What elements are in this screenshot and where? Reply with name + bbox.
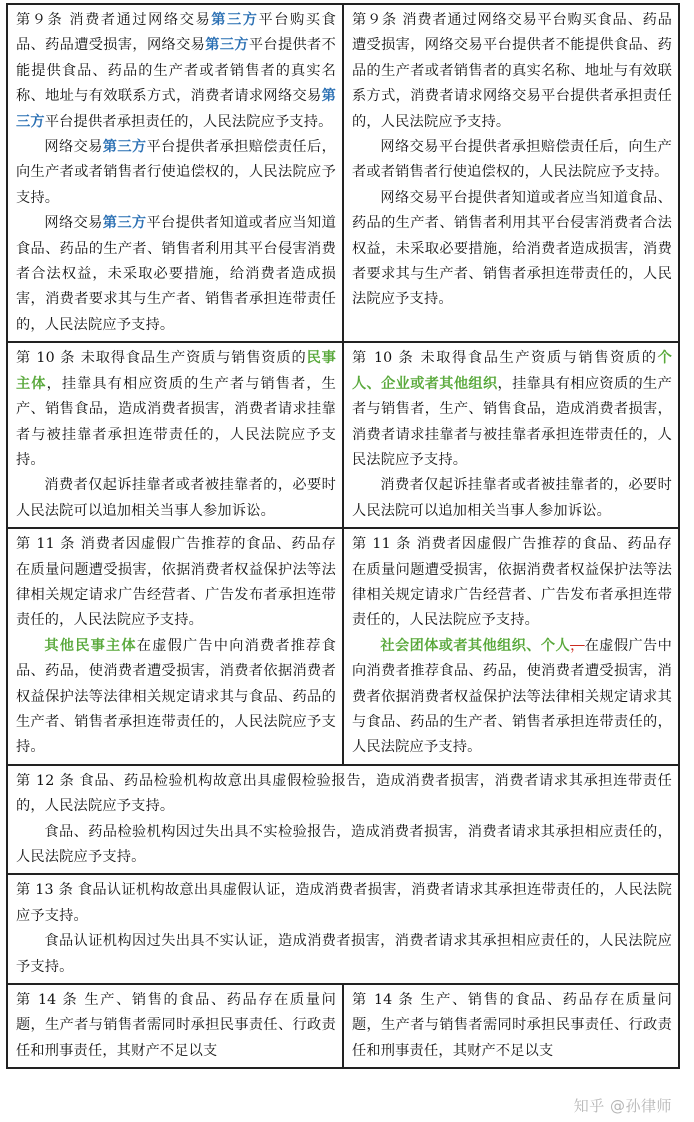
right-cell (343, 342, 679, 528)
article-paragraph (352, 532, 672, 634)
paragraph-text: 第 12 条 食品、药品检验机构故意出具虚假检验报告，造成消费者损害，消费者请求其承担连带责任的，人民法院应予支持。 (16, 772, 672, 815)
paragraph-text: ，挂靠具有相应资质的生产者与销售者，生产、销售食品，造成消费者损害，消费者请求挂靠者与被挂靠者承担连带责任的，人民法院应予支持。 (16, 375, 336, 468)
paragraph-text: 第 14 条 生产、销售的食品、药品存在质量问题，生产者与销售者需同时承担民事责任、行政责任和刑事责任，其财产不足以支 (352, 992, 672, 1059)
paragraph-text: 第 11 条 消费者因虚假广告推荐的食品、药品存在质量问题遭受损害，依据消费者权益保护法等法律相关规定请求广告经营者、广告发布者承担连带责任的，人民法院应予支持。 (16, 536, 336, 629)
paragraph-text: 食品、药品检验机构因过失出具不实检验报告，造成消费者损害，消费者请求其承担相应责任的，人民法院应予支持。 (16, 823, 672, 865)
article-paragraph (16, 473, 336, 524)
paragraph-text: 在虚假广告中向消费者推荐食品、药品，使消费者遭受损害，消费者依据消费者权益保护法等法律相关规定请求其与食品、药品的生产者、销售者承担连带责任的，人民法院应予支持。 (352, 637, 672, 756)
article-row (7, 528, 679, 765)
left-cell (7, 528, 343, 765)
article-paragraph (16, 211, 336, 338)
paragraph-text: 第９条 消费者通过网络交易 (16, 12, 212, 28)
paragraph-text: 食品认证机构因过失出具不实认证，造成消费者损害，消费者请求其承担相应责任的，人民法院应予支持。 (16, 933, 672, 975)
paragraph-text: 第 10 条 未取得食品生产资质与销售资质的 (352, 350, 658, 367)
paragraph-text: 平台提供者承担责任的，人民法院应予支持。 (44, 113, 333, 130)
article-paragraph (16, 532, 336, 634)
full-cell (7, 874, 679, 984)
paragraph-text: 平台购买食品、药品遭受损害，网络交易 (16, 12, 336, 54)
article-paragraph (16, 878, 672, 929)
article-paragraph (352, 8, 672, 135)
left-cell (7, 4, 343, 342)
paragraph-text: 第 13 条 食品认证机构故意出具虚假认证，造成消费者损害，消费者请求其承担连带责任的，人民法院应予支持。 (16, 882, 672, 924)
article-row (7, 765, 679, 875)
paragraph-text: 第 11 条 消费者因虚假广告推荐的食品、药品存在质量问题遭受损害，依据消费者权益保护法等法律相关规定请求广告经营者、广告发布者承担连带责任的，人民法院应予支持。 (352, 536, 672, 629)
full-cell (7, 765, 679, 875)
article-paragraph (352, 634, 672, 761)
article-paragraph (352, 186, 672, 313)
highlighted-term: 个人、企业或者其他组织 (352, 350, 672, 392)
article-paragraph (16, 346, 336, 473)
paragraph-text: 网络交易 (44, 139, 103, 156)
article-paragraph (16, 135, 336, 211)
paragraph-text: 网络交易平台提供者知道或者应当知道食品、药品的生产者、销售者利用其平台侵害消费者合法权益，未采取必要措施，给消费者造成损害，消费者要求其与生产者、销售者承担连带责任的，人民法院应予支持。 (352, 189, 672, 308)
paragraph-text: 第 10 条 未取得食品生产资质与销售资质的 (16, 350, 307, 367)
highlighted-term: 民事主体 (16, 350, 337, 392)
highlighted-term: 第三方 (16, 88, 336, 130)
article-paragraph (352, 346, 672, 473)
article-paragraph (16, 820, 672, 871)
highlighted-term: 第三方 (205, 37, 249, 54)
paragraph-text: 网络交易平台提供者承担赔偿责任后，向生产者或者销售者行使追偿权的，人民法院应予支持。 (352, 139, 672, 181)
comparison-table-body (7, 4, 679, 1068)
comparison-table (6, 3, 680, 1069)
highlighted-term: 第三方 (102, 139, 147, 156)
article-paragraph (352, 473, 672, 524)
highlighted-term: 第三方 (211, 12, 259, 28)
article-paragraph (16, 769, 672, 820)
deleted-text: ， (570, 637, 585, 654)
paragraph-text: 在虚假广告中向消费者推荐食品、药品，使消费者遭受损害，消费者依据消费者权益保护法等法律相关规定请求其与食品、药品的生产者、销售者承担连带责任的，人民法院应予支持。 (16, 637, 336, 756)
article-row (7, 342, 679, 528)
watermark: 知乎 @孙律师 (573, 1097, 672, 1115)
paragraph-text: 平台提供者承担赔偿责任后，向生产者或者销售者行使追偿权的，人民法院应予支持。 (16, 139, 336, 206)
article-paragraph (16, 8, 336, 135)
article-row (7, 4, 679, 342)
article-paragraph (16, 988, 336, 1064)
highlighted-term: 其他民事主体 (44, 637, 137, 654)
article-paragraph (16, 634, 336, 761)
article-row (7, 984, 679, 1068)
article-paragraph (352, 135, 672, 186)
article-paragraph (352, 988, 672, 1064)
article-row (7, 874, 679, 984)
paragraph-text: 第９条 消费者通过网络交易平台购买食品、药品遭受损害，网络交易平台提供者不能提供食品、药品的生产者或者销售者的真实名称、地址与有效联系方式，消费者请求网络交易平台提供者承担责任的，人民法院应予支持。 (352, 12, 672, 130)
paragraph-text: 消费者仅起诉挂靠者或者被挂靠者的，必要时人民法院可以追加相关当事人参加诉讼。 (16, 477, 336, 519)
article-paragraph (16, 929, 672, 980)
left-cell (7, 342, 343, 528)
paragraph-text: 网络交易 (44, 215, 103, 232)
right-cell (343, 984, 679, 1068)
highlighted-term: 社会团体或者其他组织、个人 (380, 637, 571, 654)
comparison-table-wrapper (6, 3, 680, 1069)
paragraph-text: 平台提供者知道或者应当知道食品、药品的生产者、销售者利用其平台侵害消费者合法权益，未采取必要措施，给消费者造成损害，消费者要求其与生产者、销售者承担连带责任的，人民法院应予支持。 (16, 215, 336, 333)
right-cell (343, 528, 679, 765)
right-cell (343, 4, 679, 342)
paragraph-text: 第 14 条 生产、销售的食品、药品存在质量问题，生产者与销售者需同时承担民事责任、行政责任和刑事责任，其财产不足以支 (16, 992, 336, 1059)
paragraph-text: ，挂靠具有相应资质的生产者与销售者，生产、销售食品，造成消费者损害，消费者请求挂靠者与被挂靠者承担连带责任的，人民法院应予支持。 (352, 375, 672, 468)
left-cell (7, 984, 343, 1068)
paragraph-text: 平台提供者不能提供食品、药品的生产者或者销售者的真实名称、地址与有效联系方式，消费者请求网络交易 (16, 37, 336, 105)
paragraph-text: 消费者仅起诉挂靠者或者被挂靠者的，必要时人民法院可以追加相关当事人参加诉讼。 (352, 477, 672, 519)
highlighted-term: 第三方 (102, 215, 147, 232)
